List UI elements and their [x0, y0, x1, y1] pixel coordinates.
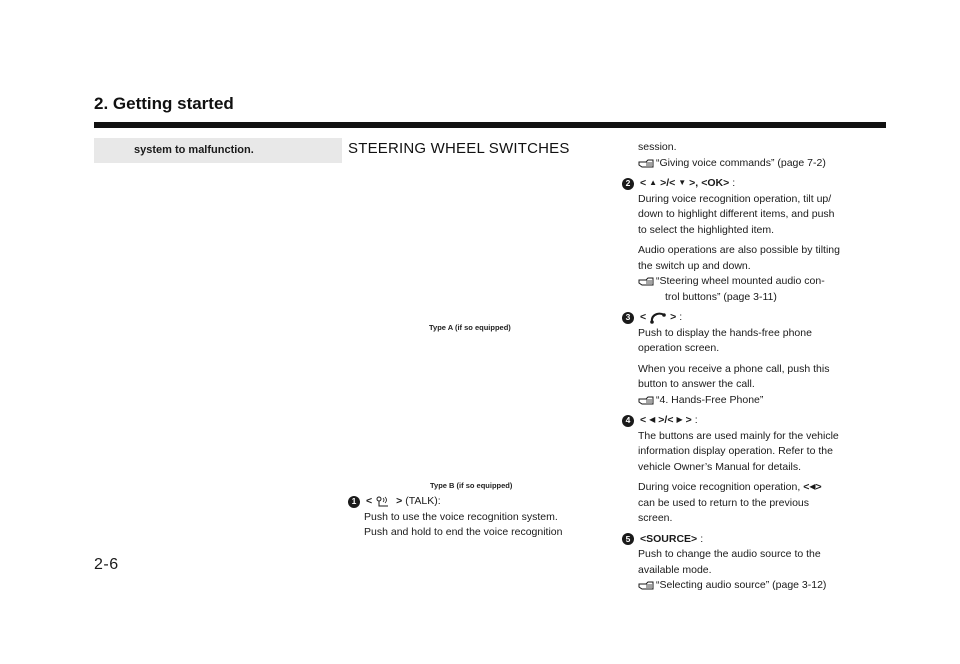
right-triangle-icon: ▶ — [676, 415, 683, 424]
right-column: session. “Giving voice commands” (page 7-2) 2 < ▲ >/< ▼ >, <OK> : During voice recognition operation, tilt up/ down to highlight different items, and push to select the highlighted item. Audio operations are also possible by tilting the switch up and down. “Steering wheel mounted audio con- trol buttons” (page 3-11) 3 < > : Push to display the hands-free phone operation screen. When you receive a phone call, push this button to answer the call. “4. Hands-Free Phone” 4 < ◀ >/< ▶ > : The buttons are used mainly for the vehicle information display operation. Refer to the vehicle Owner’s Manual for details. During voice recognition operation, <◀> can be used to return to the previous screen. 5 <SOURCE> : Push to change the audio source to the available mode. “Selecting audio source” (page 3-12) — [622, 140, 862, 594]
callout-box — [94, 138, 342, 163]
page-number: 2-6 — [94, 556, 119, 573]
steering-heading: STEERING WHEEL SWITCHES — [348, 140, 570, 157]
pointing-hand-icon — [638, 156, 656, 170]
item-2-head: 2 < ▲ >/< ▼ >, <OK> : — [622, 176, 862, 192]
pointing-hand-icon — [638, 274, 656, 288]
left-triangle-icon: ◀ — [809, 482, 816, 491]
figure-caption-b: Type B (if so equipped) — [430, 481, 513, 490]
left-triangle-icon: ◀ — [649, 415, 656, 424]
item-5-head: 5 <SOURCE> : — [622, 532, 862, 548]
phone-icon — [649, 311, 667, 325]
item-4-head: 4 < ◀ >/< ▶ > : — [622, 413, 862, 429]
pointing-hand-icon — [638, 393, 656, 407]
section-title: 2. Getting started — [94, 94, 234, 113]
callout-text: system to malfunction. — [134, 144, 254, 156]
item-number-1: 1 — [348, 496, 360, 508]
down-triangle-icon: ▼ — [678, 178, 687, 187]
item-number-2: 2 — [622, 178, 634, 190]
item-number-3: 3 — [622, 312, 634, 324]
item-number-5: 5 — [622, 533, 634, 545]
item-1: 1 < > (TALK): Push to use the voice recognition system. Push and hold to end the voice recognition — [348, 494, 610, 541]
talk-icon — [375, 495, 393, 509]
up-triangle-icon: ▲ — [649, 178, 658, 187]
header-rule — [94, 122, 886, 128]
item-number-4: 4 — [622, 415, 634, 427]
pointing-hand-icon — [638, 578, 656, 592]
figure-caption-a: Type A (if so equipped) — [429, 323, 511, 332]
item-3-head: 3 < > : — [622, 310, 862, 326]
